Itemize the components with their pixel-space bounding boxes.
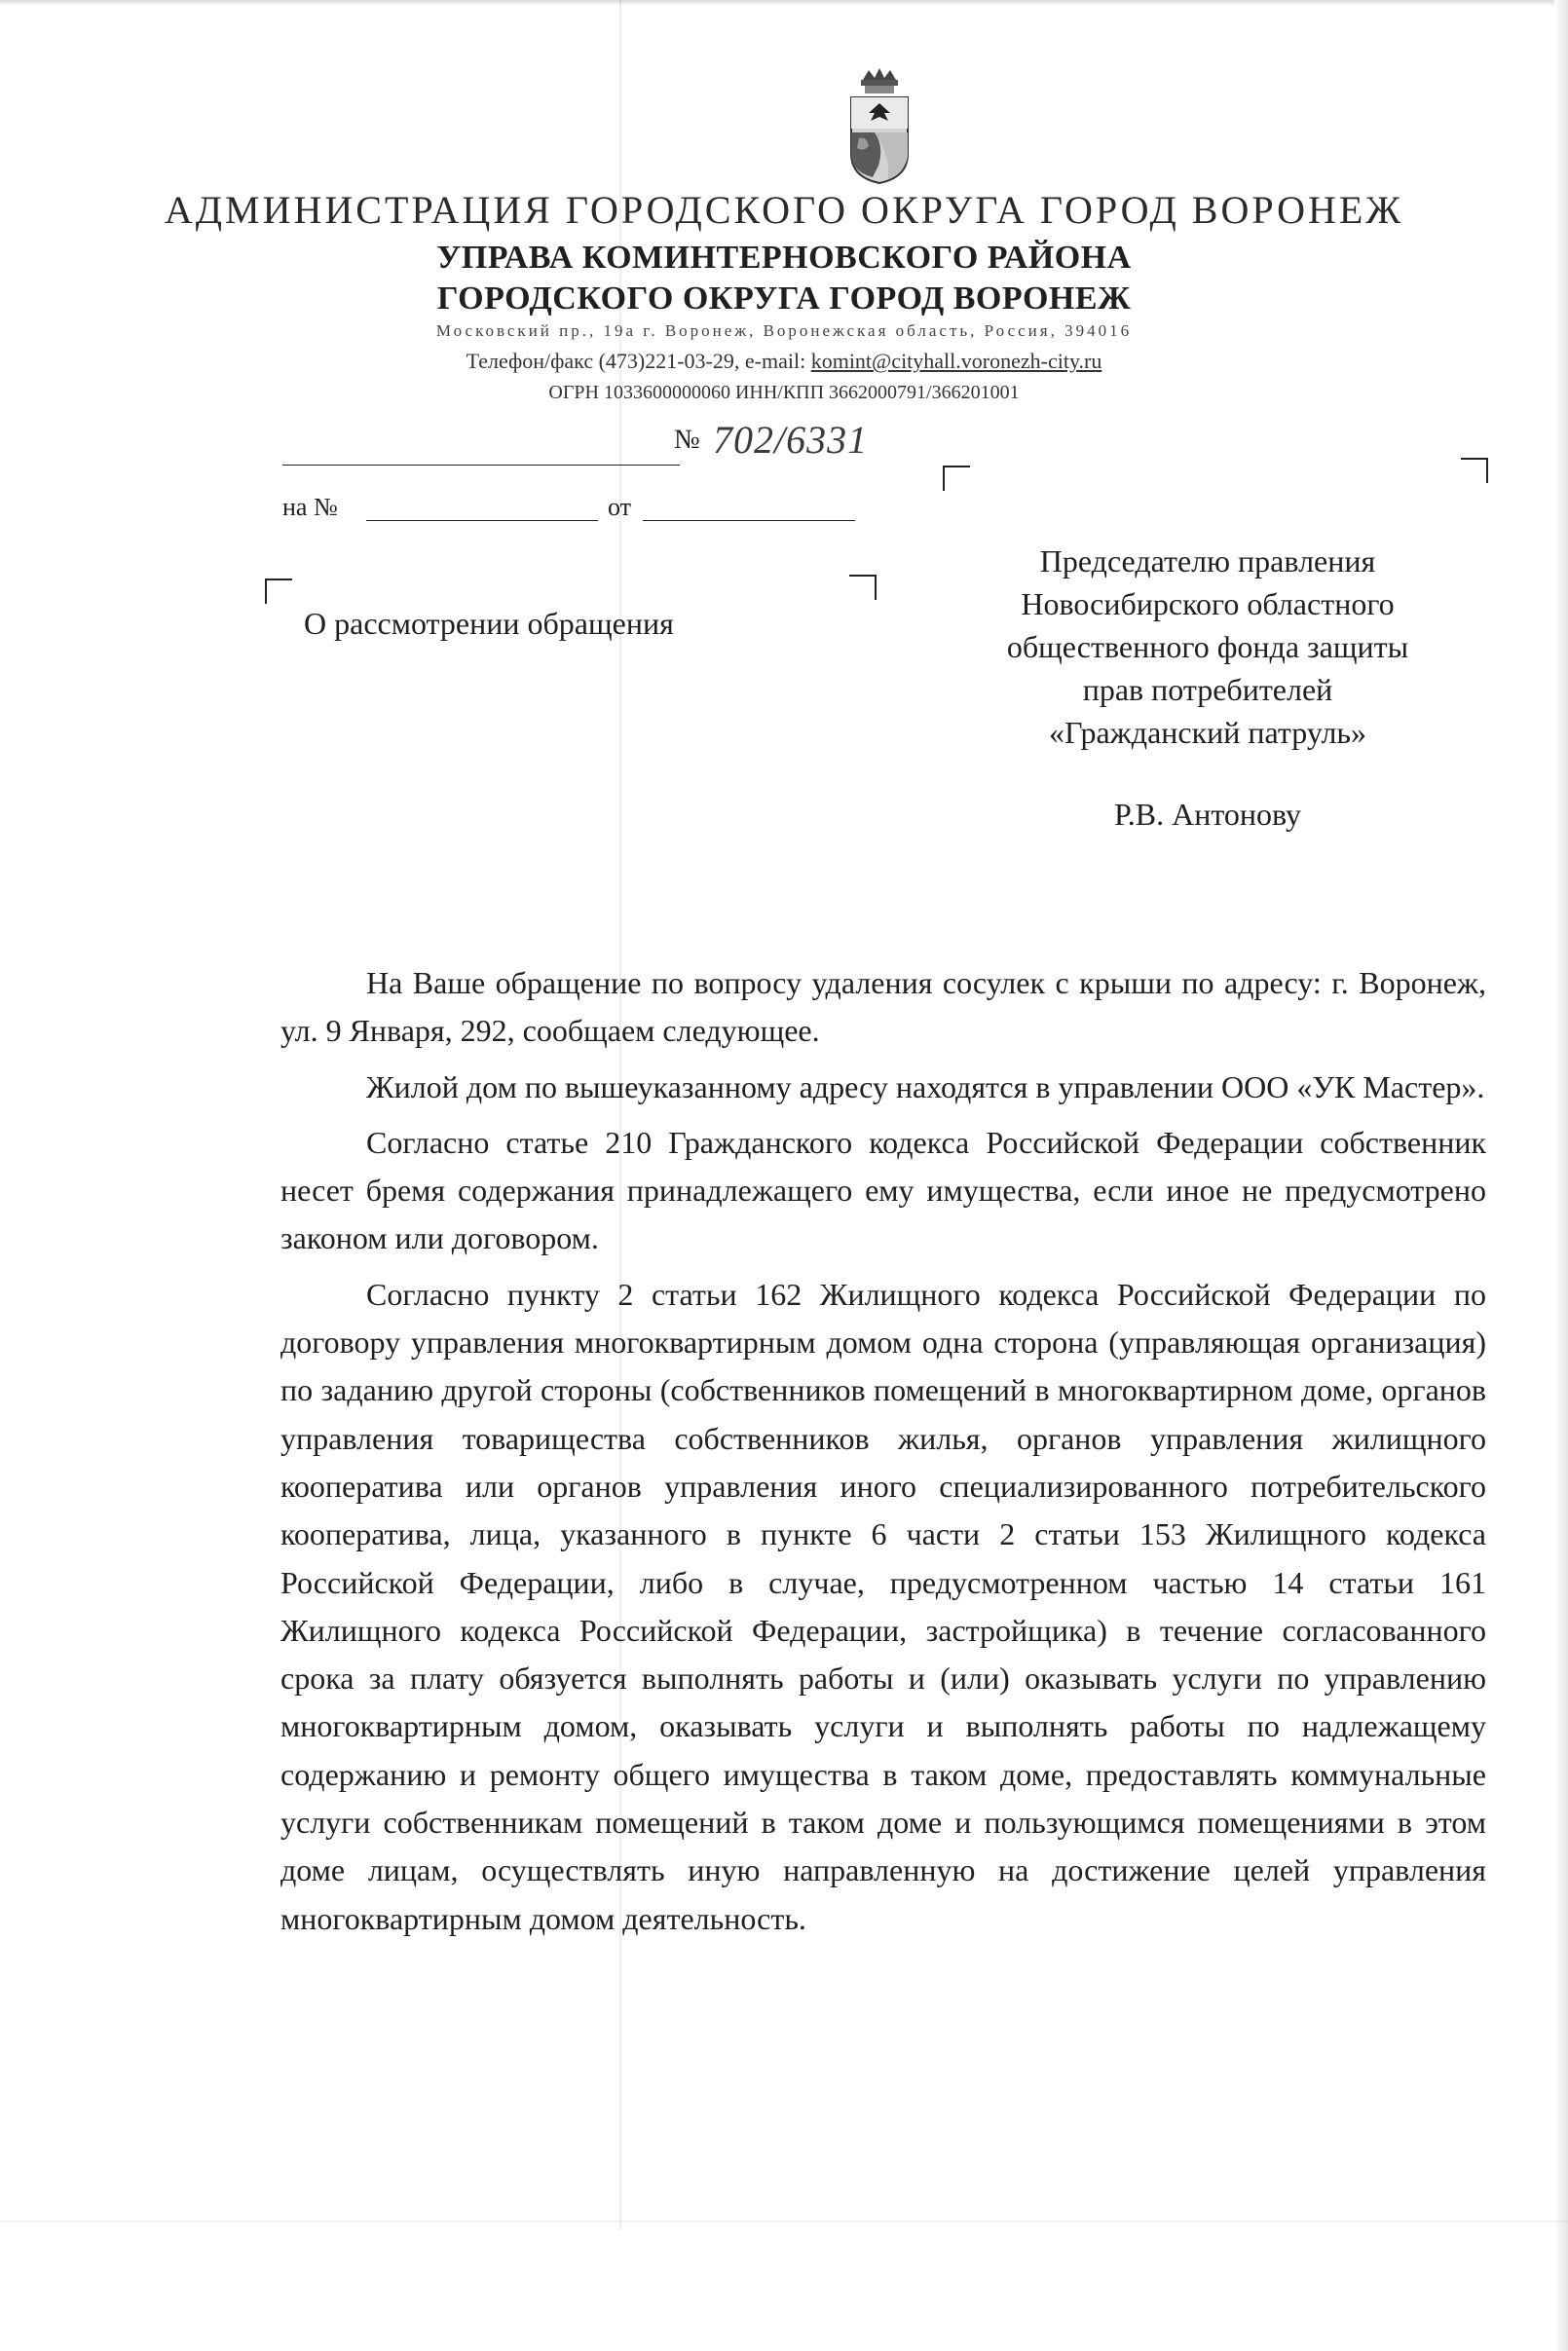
registration-codes: ОГРН 1033600000060 ИНН/КПП 3662000791/366201001 xyxy=(548,382,1020,403)
outgoing-number: 702/6331 xyxy=(713,418,869,462)
addressee-line5: «Гражданский патруль» xyxy=(1048,715,1366,750)
addressee-line4: прав потребителей xyxy=(1082,672,1333,707)
subject-corner-left xyxy=(265,578,292,604)
body-paragraph-4: Согласно пункту 2 статьи 162 Жилищного кодекса Российской Федерации по договору управления многоквартирным домом одна сторона (управляющая организация) по заданию другой стороны (собственников помещений в многоквартирном доме, органов управления товарищества собственников жилья, органов управления жилищного кооператива или органов управления иного специализированного потребительского кооператива, лица, указанного в пункте 6 части 2 статьи 153 Жилищного кодекса Российской Федерации, либо в случае, предусмотренном частью 14 статьи 161 Жилищного кодекса Российской Федерации, застройщика) в течение согласованного срока за плату обязуется выполнять работы и (или) оказывать услуги по управлению многоквартирным домом, оказывать услуги и выполнять работы по надлежащему содержанию и ремонту общего имущества в таком доме, предоставлять коммунальные услуги собственникам помещений в таком доме и пользующимся помещениями в этом доме лицам, осуществлять иную направленную на достижение целей управления многоквартирным домом деятельность. xyxy=(280,1276,1486,1936)
from-blank xyxy=(643,520,855,521)
administration-title: АДМИНИСТРАЦИЯ ГОРОДСКОГО ОКРУГА ГОРОД ВОРОНЕЖ xyxy=(164,188,1404,232)
addressee-corner-left xyxy=(943,466,970,491)
contact-line xyxy=(0,349,1568,374)
body-paragraph-2: Жилой дом по вышеуказанному адресу находятся в управлении ООО «УК Мастер». xyxy=(366,1068,1485,1104)
addressee-block xyxy=(935,540,1480,754)
addressee-line3: общественного фонда защиты xyxy=(1006,629,1409,664)
postal-address: Московский пр., 19а г. Воронеж, Воронежская область, Россия, 394016 xyxy=(435,321,1133,340)
subject-corner-right xyxy=(849,575,877,600)
uprava-title-line2: ГОРОДСКОГО ОКРУГА ГОРОД ВОРОНЕЖ xyxy=(436,280,1132,317)
date-blank-line xyxy=(282,426,680,466)
letter-body xyxy=(280,959,1486,1951)
letter-subject: О рассмотрении обращения xyxy=(304,606,674,641)
body-paragraph-1: На Ваше обращение по вопросу удаления сосулек с крыши по адресу: г. Воронеж, ул. 9 Января, 292, сообщаем следующее. xyxy=(280,965,1486,1049)
voronezh-coat-of-arms-icon xyxy=(845,68,914,185)
number-sign: № xyxy=(674,425,700,455)
email-link[interactable]: komint@cityhall.voronezh-city.ru xyxy=(810,349,1102,373)
reply-to-blank xyxy=(366,520,598,521)
uprava-title-line1: УПРАВА КОМИНТЕРНОВСКОГО РАЙОНА xyxy=(436,240,1132,276)
addressee-corner-right xyxy=(1461,458,1488,483)
phone-fax: Телефон/факс (473)221-03-29, e-mail: xyxy=(466,349,811,373)
scan-top-edge xyxy=(0,0,1568,6)
scan-bottom-edge xyxy=(0,2220,1568,2222)
addressee-line1: Председателю правления xyxy=(1039,543,1376,578)
addressee-name: Р.В. Антонову xyxy=(1113,797,1302,832)
reply-to-label: на № xyxy=(282,493,338,521)
addressee-line2: Новосибирского областного xyxy=(1021,586,1395,621)
body-paragraph-3: Согласно статье 210 Гражданского кодекса Российской Федерации собственник несет бремя содержания принадлежащего ему имущества, если иное не предусмотрено законом или договором. xyxy=(280,1124,1486,1256)
from-label: от xyxy=(608,493,632,521)
